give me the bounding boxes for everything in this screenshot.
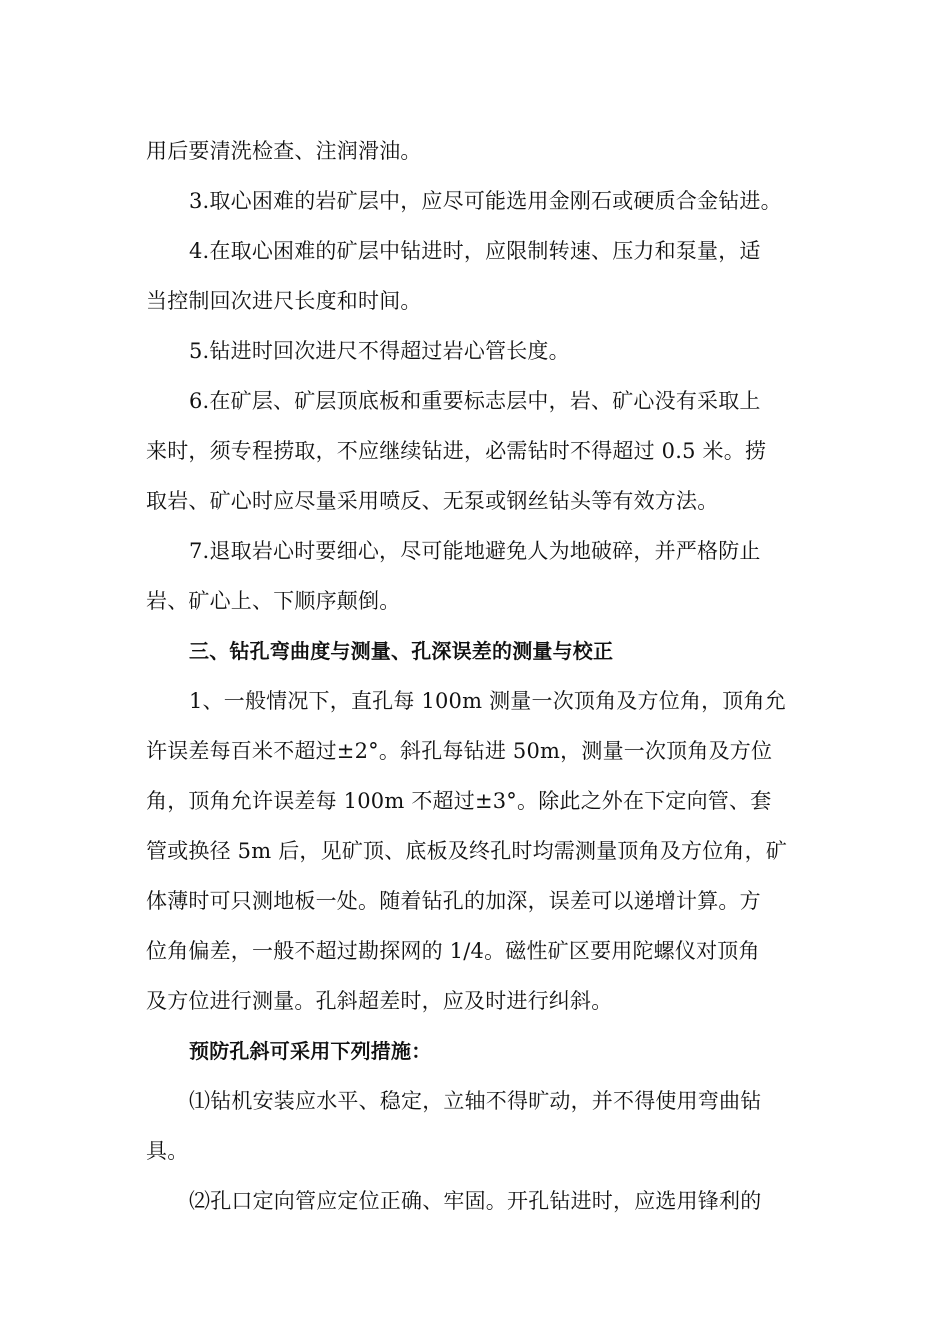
text-line-4: 当控制回次进尺长度和时间。 [146, 289, 422, 313]
text-line-8: 取岩、矿心时应尽量采用喷反、无泵或钢丝钻头等有效方法。 [146, 489, 719, 513]
text-line-6: 6.在矿层、矿层顶底板和重要标志层中，岩、矿心没有采取上 [189, 389, 761, 413]
text-line-14: 角，顶角允许误差每 100m 不超过±3°。除此之外在下定向管、套 [146, 789, 772, 813]
subheading: 预防孔斜可采用下列措施： [189, 1039, 432, 1063]
text-line-22: ⑵孔口定向管应定位正确、牢固。开孔钻进时，应选用锋利的 [189, 1189, 762, 1213]
text-line-5: 5.钻进时回次进尺不得超过岩心管长度。 [189, 339, 570, 363]
text-line-7: 来时，须专程捞取，不应继续钻进，必需钻时不得超过 0.5 米。捞 [146, 439, 767, 463]
section-heading: 三、钻孔弯曲度与测量、孔深误差的测量与校正 [189, 639, 614, 663]
text-line-16: 体薄时可只测地板一处。随着钻孔的加深，误差可以递增计算。方 [146, 889, 761, 913]
text-line-13: 许误差每百米不超过±2°。斜孔每钻进 50m，测量一次顶角及方位 [146, 739, 773, 763]
text-line-18: 及方位进行测量。孔斜超差时，应及时进行纠斜。 [146, 989, 613, 1013]
text-line-15: 管或换径 5m 后，见矿顶、底板及终孔时均需测量顶角及方位角，矿 [146, 839, 788, 863]
text-line-3: 4.在取心困难的矿层中钻进时，应限制转速、压力和泵量，适 [189, 239, 761, 263]
text-line-1: 用后要清洗检查、注润滑油。 [146, 139, 422, 163]
text-line-10: 岩、矿心上、下顺序颠倒。 [146, 589, 401, 613]
text-line-20: ⑴钻机安装应水平、稳定，立轴不得旷动，并不得使用弯曲钻 [189, 1089, 762, 1113]
text-line-12: 1、一般情况下，直孔每 100m 测量一次顶角及方位角，顶角允 [189, 689, 786, 713]
text-line-17: 位角偏差，一般不超过勘探网的 1/4。磁性矿区要用陀螺仪对顶角 [146, 939, 760, 963]
text-line-9: 7.退取岩心时要细心，尽可能地避免人为地破碎，并严格防止 [189, 539, 761, 563]
text-line-2: 3.取心困难的岩矿层中，应尽可能选用金刚石或硬质合金钻进。 [189, 189, 782, 213]
text-line-21: 具。 [146, 1139, 189, 1163]
